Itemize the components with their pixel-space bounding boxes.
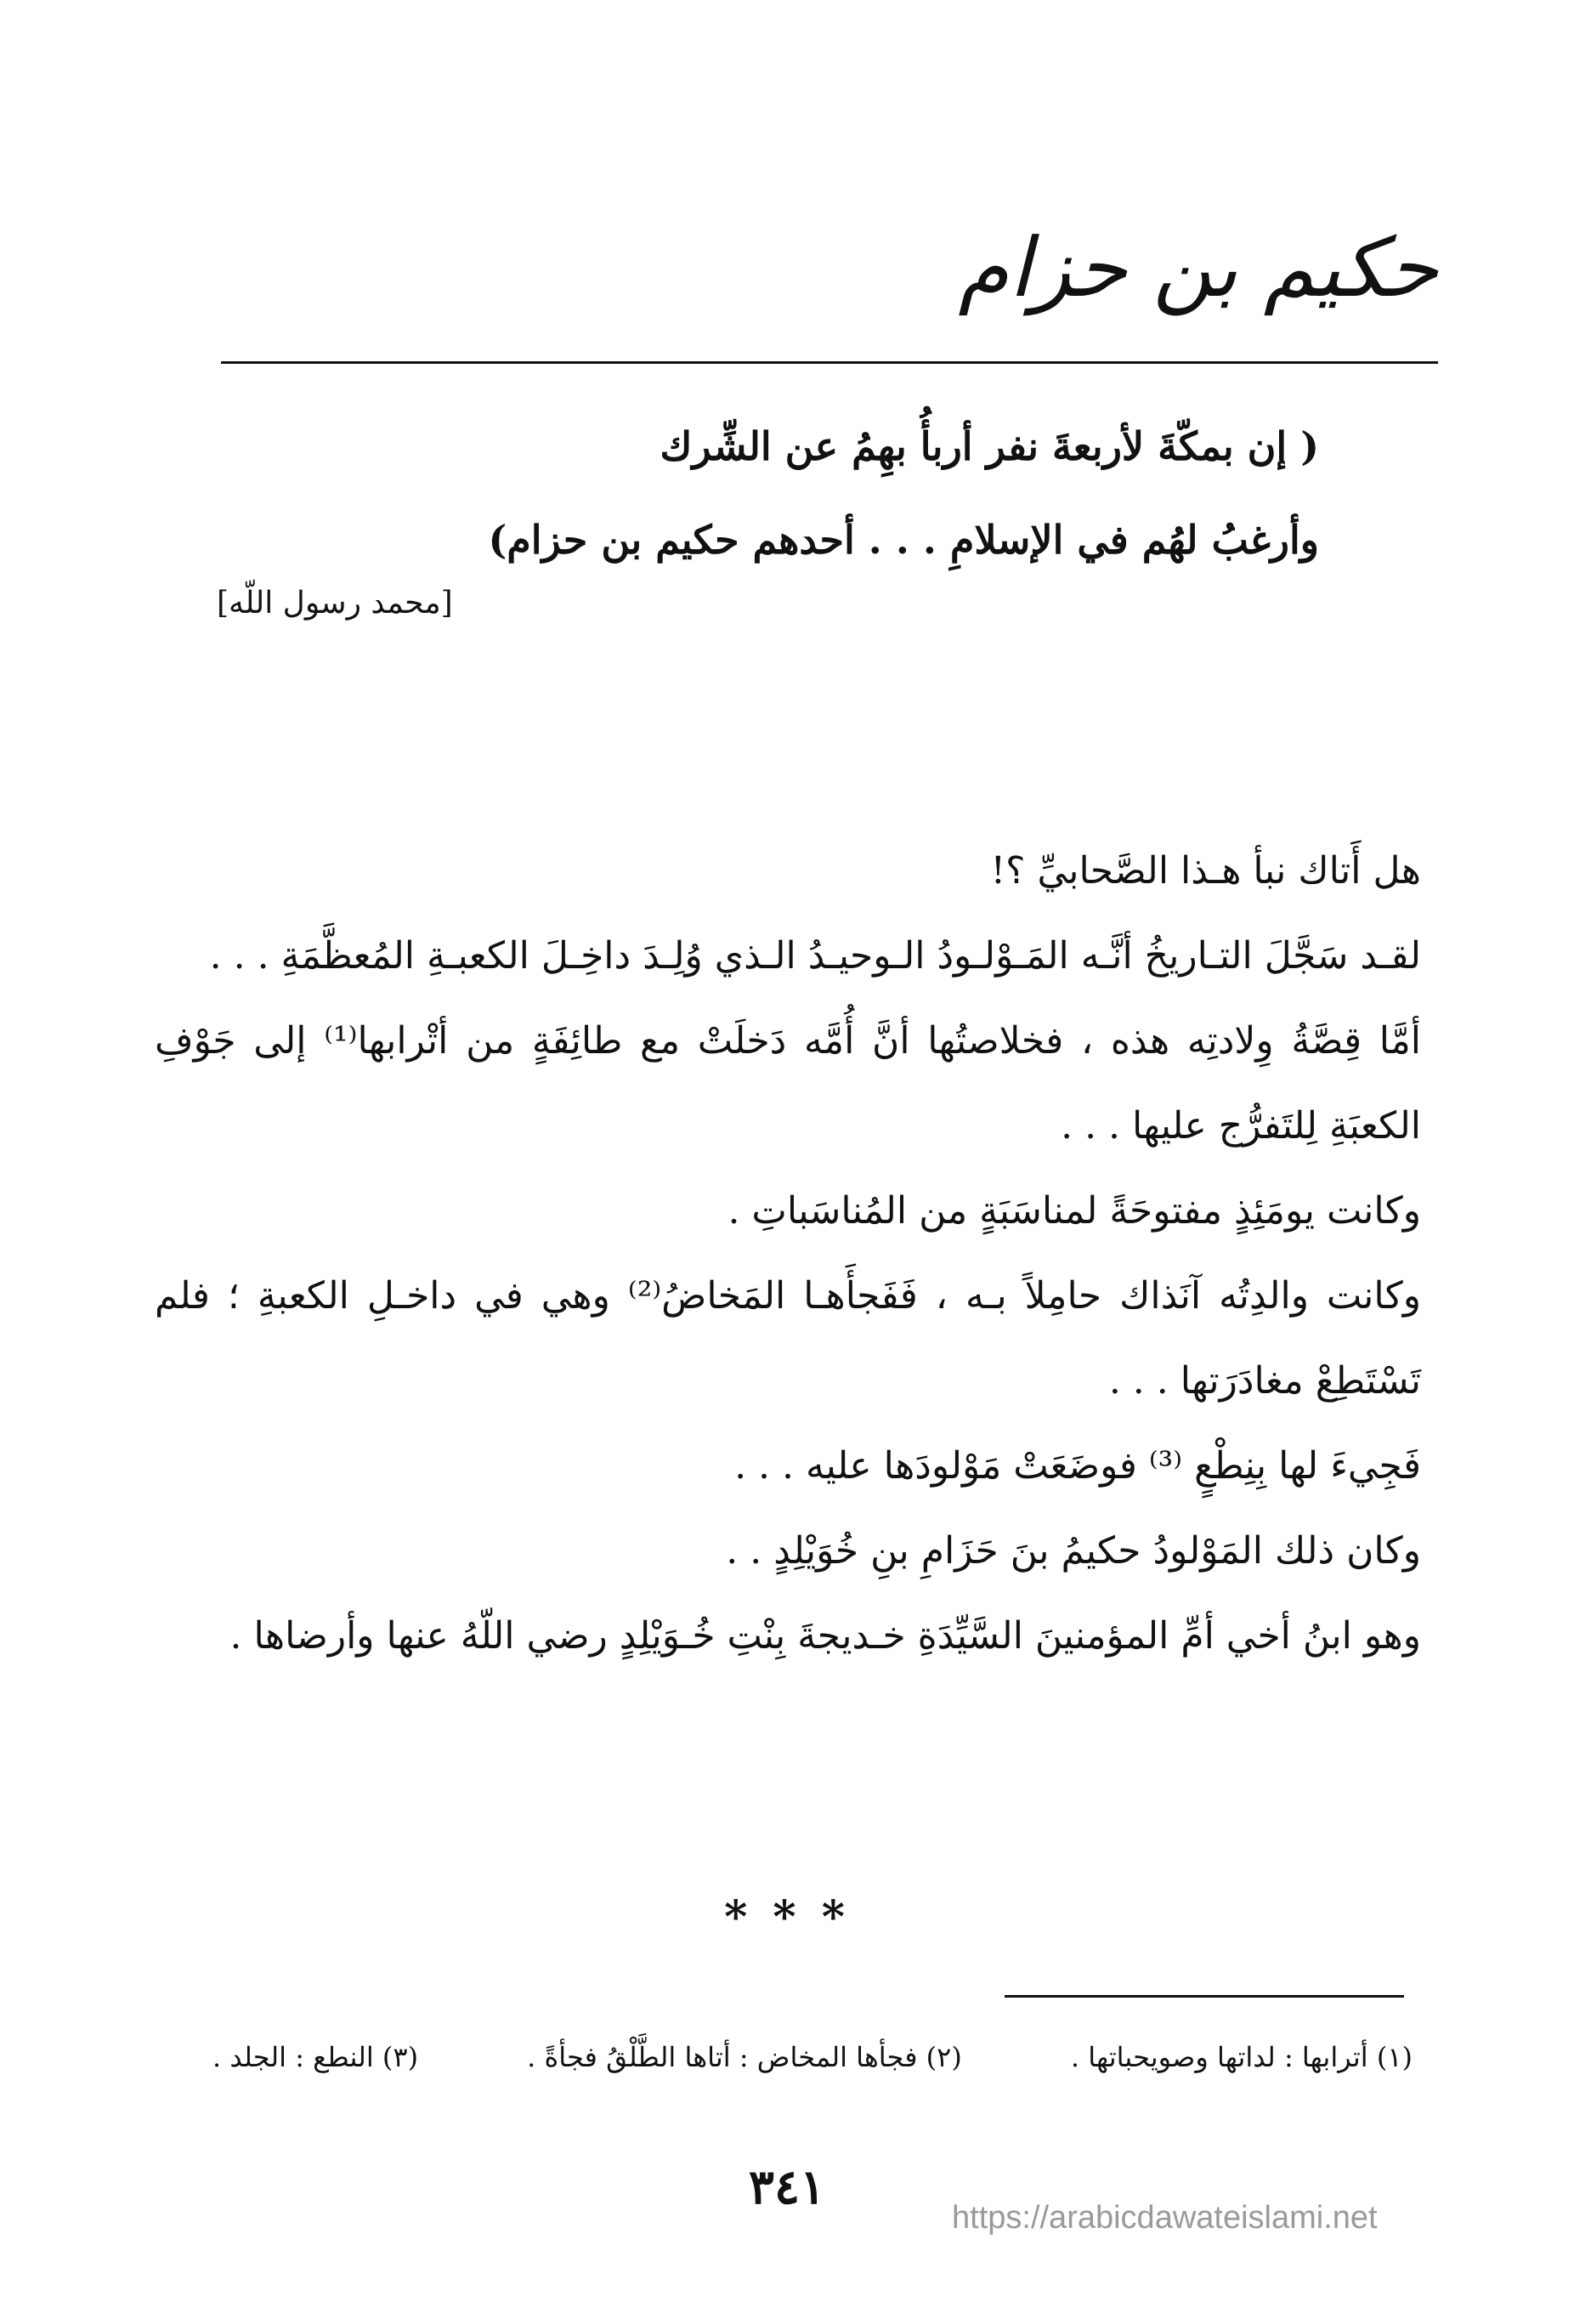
body-text [155, 829, 1421, 1679]
epigraph-source: [محمد رسول اللّه] [217, 586, 453, 621]
footnote-divider [1005, 1995, 1404, 1998]
epigraph-line-1: ( إن بمكّةَ لأربعةَ نفر أربأُ بهِمُ عن الشِّرك [660, 423, 1319, 469]
paragraph-2: لقـد سَجَّلَ التـاريخُ أنَّـه المَـوْلـودُ الـوحيـدُ الـذي وُلِـدَ داخِـلَ الكعبـةِ المُعظَّمَةِ . . . [209, 934, 1421, 978]
footnotes [212, 2032, 1413, 2083]
paragraph-6: فَجِيءَ لها بِنِطْعٍ ⁽³⁾ فوضَعَتْ مَوْلودَها عليه . . . [734, 1444, 1421, 1488]
paragraph-5: وكانت والدِتُه آنَذاك حامِلاً بـه ، فَفَجأَهـا المَخاضُ⁽²⁾ وهي في داخـلِ الكعبةِ ؛ فلم تَسْتَطِعْ مغادَرَتها . . . [155, 1274, 1421, 1403]
paragraph-4: وكانت يومَئِذٍ مفتوحَةً لمناسَبَةٍ من المُناسَباتِ . [728, 1189, 1421, 1233]
footnote-2: (٢) فجأها المخاض : أتاها الطَّلْقُ فجأةً . [527, 2041, 962, 2073]
footnote-1: (١) أترابها : لداتها وصويحباتها . [1070, 2041, 1413, 2073]
footnote-3: (٣) النطع : الجلد . [212, 2041, 419, 2073]
title-divider [221, 361, 1438, 364]
chapter-title: حكيم بن حزام [958, 220, 1438, 315]
watermark-url: https://arabicdawateislami.net [952, 2200, 1378, 2236]
section-separator: * * * [724, 1891, 850, 1943]
paragraph-1: هل أَتاك نبأ هـذا الصَّحابيِّ ؟! [990, 849, 1421, 893]
epigraph-quote [257, 400, 1319, 587]
paragraph-3: أمَّا قِصَّةُ وِلادتِه هذه ، فخلاصتُها أنَّ أُمَّه دَخلَتْ مع طائِفَةٍ من أتْرابها⁽¹⁾ إلى جَوْفِ الكعبَةِ لِلتَفرُّج عليها . . . [155, 1019, 1422, 1148]
paragraph-7: وكان ذلك المَوْلودُ حكيمُ بنَ حَزَامِ بنِ خُوَيْلِدٍ . . [726, 1529, 1421, 1573]
page-number: ٣٤١ [748, 2159, 826, 2215]
epigraph-line-2: وأرغبُ لهُم في الإسلامِ . . . أحدهم حكيم بن حزام) [488, 517, 1319, 563]
paragraph-8: وهو ابنُ أخي أمِّ المؤمنينَ السَّيِّدَةِ خـديجةَ بِنْتِ خُـوَيْلِدٍ رضي اللّهُ عنها وأرضاها . [229, 1614, 1421, 1658]
